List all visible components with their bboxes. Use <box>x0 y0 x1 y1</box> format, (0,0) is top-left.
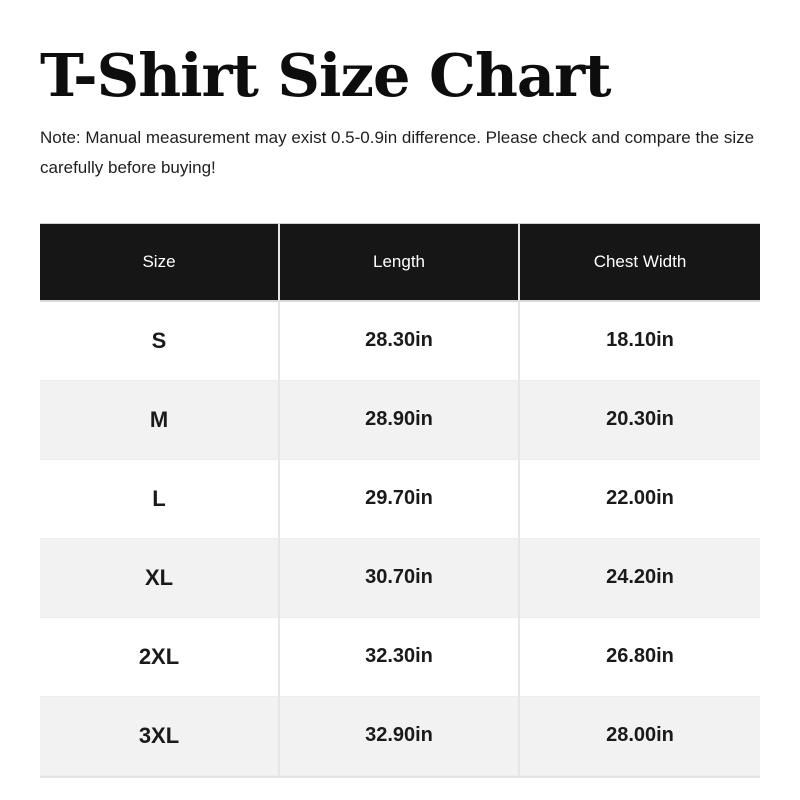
chest-width-value: 20.30in <box>520 381 760 460</box>
length-value: 29.70in <box>280 460 520 539</box>
chest-width-value: 22.00in <box>520 460 760 539</box>
size-chart-body <box>40 302 760 776</box>
length-value: 28.90in <box>280 381 520 460</box>
size-value: L <box>40 460 280 539</box>
header-cell-length: Length <box>280 223 520 302</box>
table-row-3xl <box>40 697 760 776</box>
size-value: S <box>40 302 280 381</box>
header-row <box>40 223 760 302</box>
table-row-m <box>40 381 760 460</box>
size-value: 2XL <box>40 618 280 697</box>
chest-width-value: 28.00in <box>520 697 760 776</box>
measurement-note <box>40 123 760 183</box>
chest-width-value: 26.80in <box>520 618 760 697</box>
measurement-note-line-1: Note: Manual measurement may exist 0.5-0.9in difference. Please check and compare the size <box>40 127 755 147</box>
size-value: M <box>40 381 280 460</box>
length-value: 32.90in <box>280 697 520 776</box>
size-value: XL <box>40 539 280 618</box>
header-cell-size: Size <box>40 223 280 302</box>
size-value: 3XL <box>40 697 280 776</box>
table-row-2xl <box>40 618 760 697</box>
table-row-l <box>40 460 760 539</box>
table-row-s <box>40 302 760 381</box>
size-chart-page <box>40 0 760 778</box>
table-row-xl <box>40 539 760 618</box>
length-value: 28.30in <box>280 302 520 381</box>
length-value: 30.70in <box>280 539 520 618</box>
chest-width-value: 24.20in <box>520 539 760 618</box>
header-cell-chest-width: Chest Width <box>520 223 760 302</box>
length-value: 32.30in <box>280 618 520 697</box>
chest-width-value: 18.10in <box>520 302 760 381</box>
size-chart-table <box>40 223 760 778</box>
page-title: T-Shirt Size Chart <box>40 41 611 110</box>
size-chart-header <box>40 223 760 302</box>
measurement-note-line-2: carefully before buying! <box>40 157 216 177</box>
